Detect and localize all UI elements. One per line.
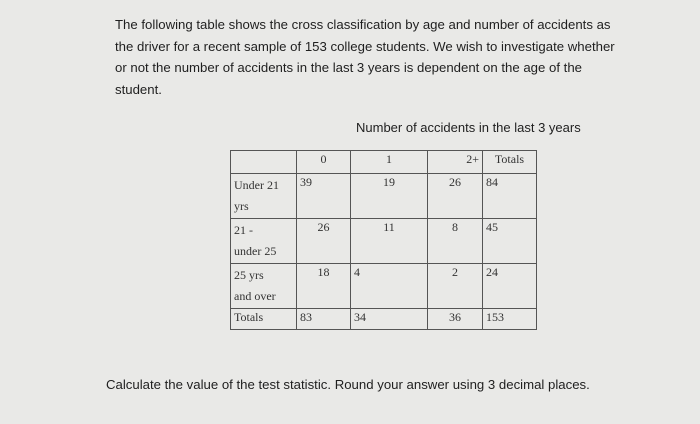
table-header-row xyxy=(231,151,537,174)
row-label xyxy=(231,219,297,264)
table-cell: 45 xyxy=(483,219,537,264)
table-cell: 26 xyxy=(297,219,351,264)
table-cell: 34 xyxy=(351,309,428,330)
table-cell: 26 xyxy=(428,174,483,219)
table-cell: 8 xyxy=(428,219,483,264)
table-cell: 83 xyxy=(297,309,351,330)
totals-label: Totals xyxy=(231,309,297,330)
table-cell: 19 xyxy=(351,174,428,219)
header-corner-cell xyxy=(231,151,297,174)
table-cell: 153 xyxy=(483,309,537,330)
table-totals-row xyxy=(231,309,537,330)
header-cell-0: 0 xyxy=(297,151,351,174)
row-label-line2: and over xyxy=(234,289,276,303)
table-row xyxy=(231,174,537,219)
row-label xyxy=(231,174,297,219)
table-cell: 2 xyxy=(428,264,483,309)
table-caption: Number of accidents in the last 3 years xyxy=(356,120,581,135)
header-cell-totals: Totals xyxy=(483,151,537,174)
table-cell: 18 xyxy=(297,264,351,309)
table-cell: 4 xyxy=(351,264,428,309)
row-label xyxy=(231,264,297,309)
question-prompt: Calculate the value of the test statistic. Round your answer using 3 decimal places. xyxy=(106,377,590,392)
row-label-line2: under 25 xyxy=(234,244,277,258)
table-cell: 11 xyxy=(351,219,428,264)
row-label-line1: 21 - xyxy=(234,223,253,237)
table-cell: 39 xyxy=(297,174,351,219)
table-row xyxy=(231,264,537,309)
row-label-line1: 25 yrs xyxy=(234,268,264,282)
table-cell: 24 xyxy=(483,264,537,309)
cross-classification-table xyxy=(230,150,537,330)
row-label-line2: yrs xyxy=(234,199,249,213)
row-label-line1: Under 21 xyxy=(234,178,279,192)
table-cell: 84 xyxy=(483,174,537,219)
header-cell-2plus: 2+ xyxy=(428,151,483,174)
problem-intro: The following table shows the cross classification by age and number of accidents as the driver for a recent sample of 153 college students. We wish to investigate whether or not the number of accidents in the last 3 years is dependent on the age of the student. xyxy=(115,17,615,97)
table-cell: 36 xyxy=(428,309,483,330)
header-cell-1: 1 xyxy=(351,151,428,174)
table-row xyxy=(231,219,537,264)
